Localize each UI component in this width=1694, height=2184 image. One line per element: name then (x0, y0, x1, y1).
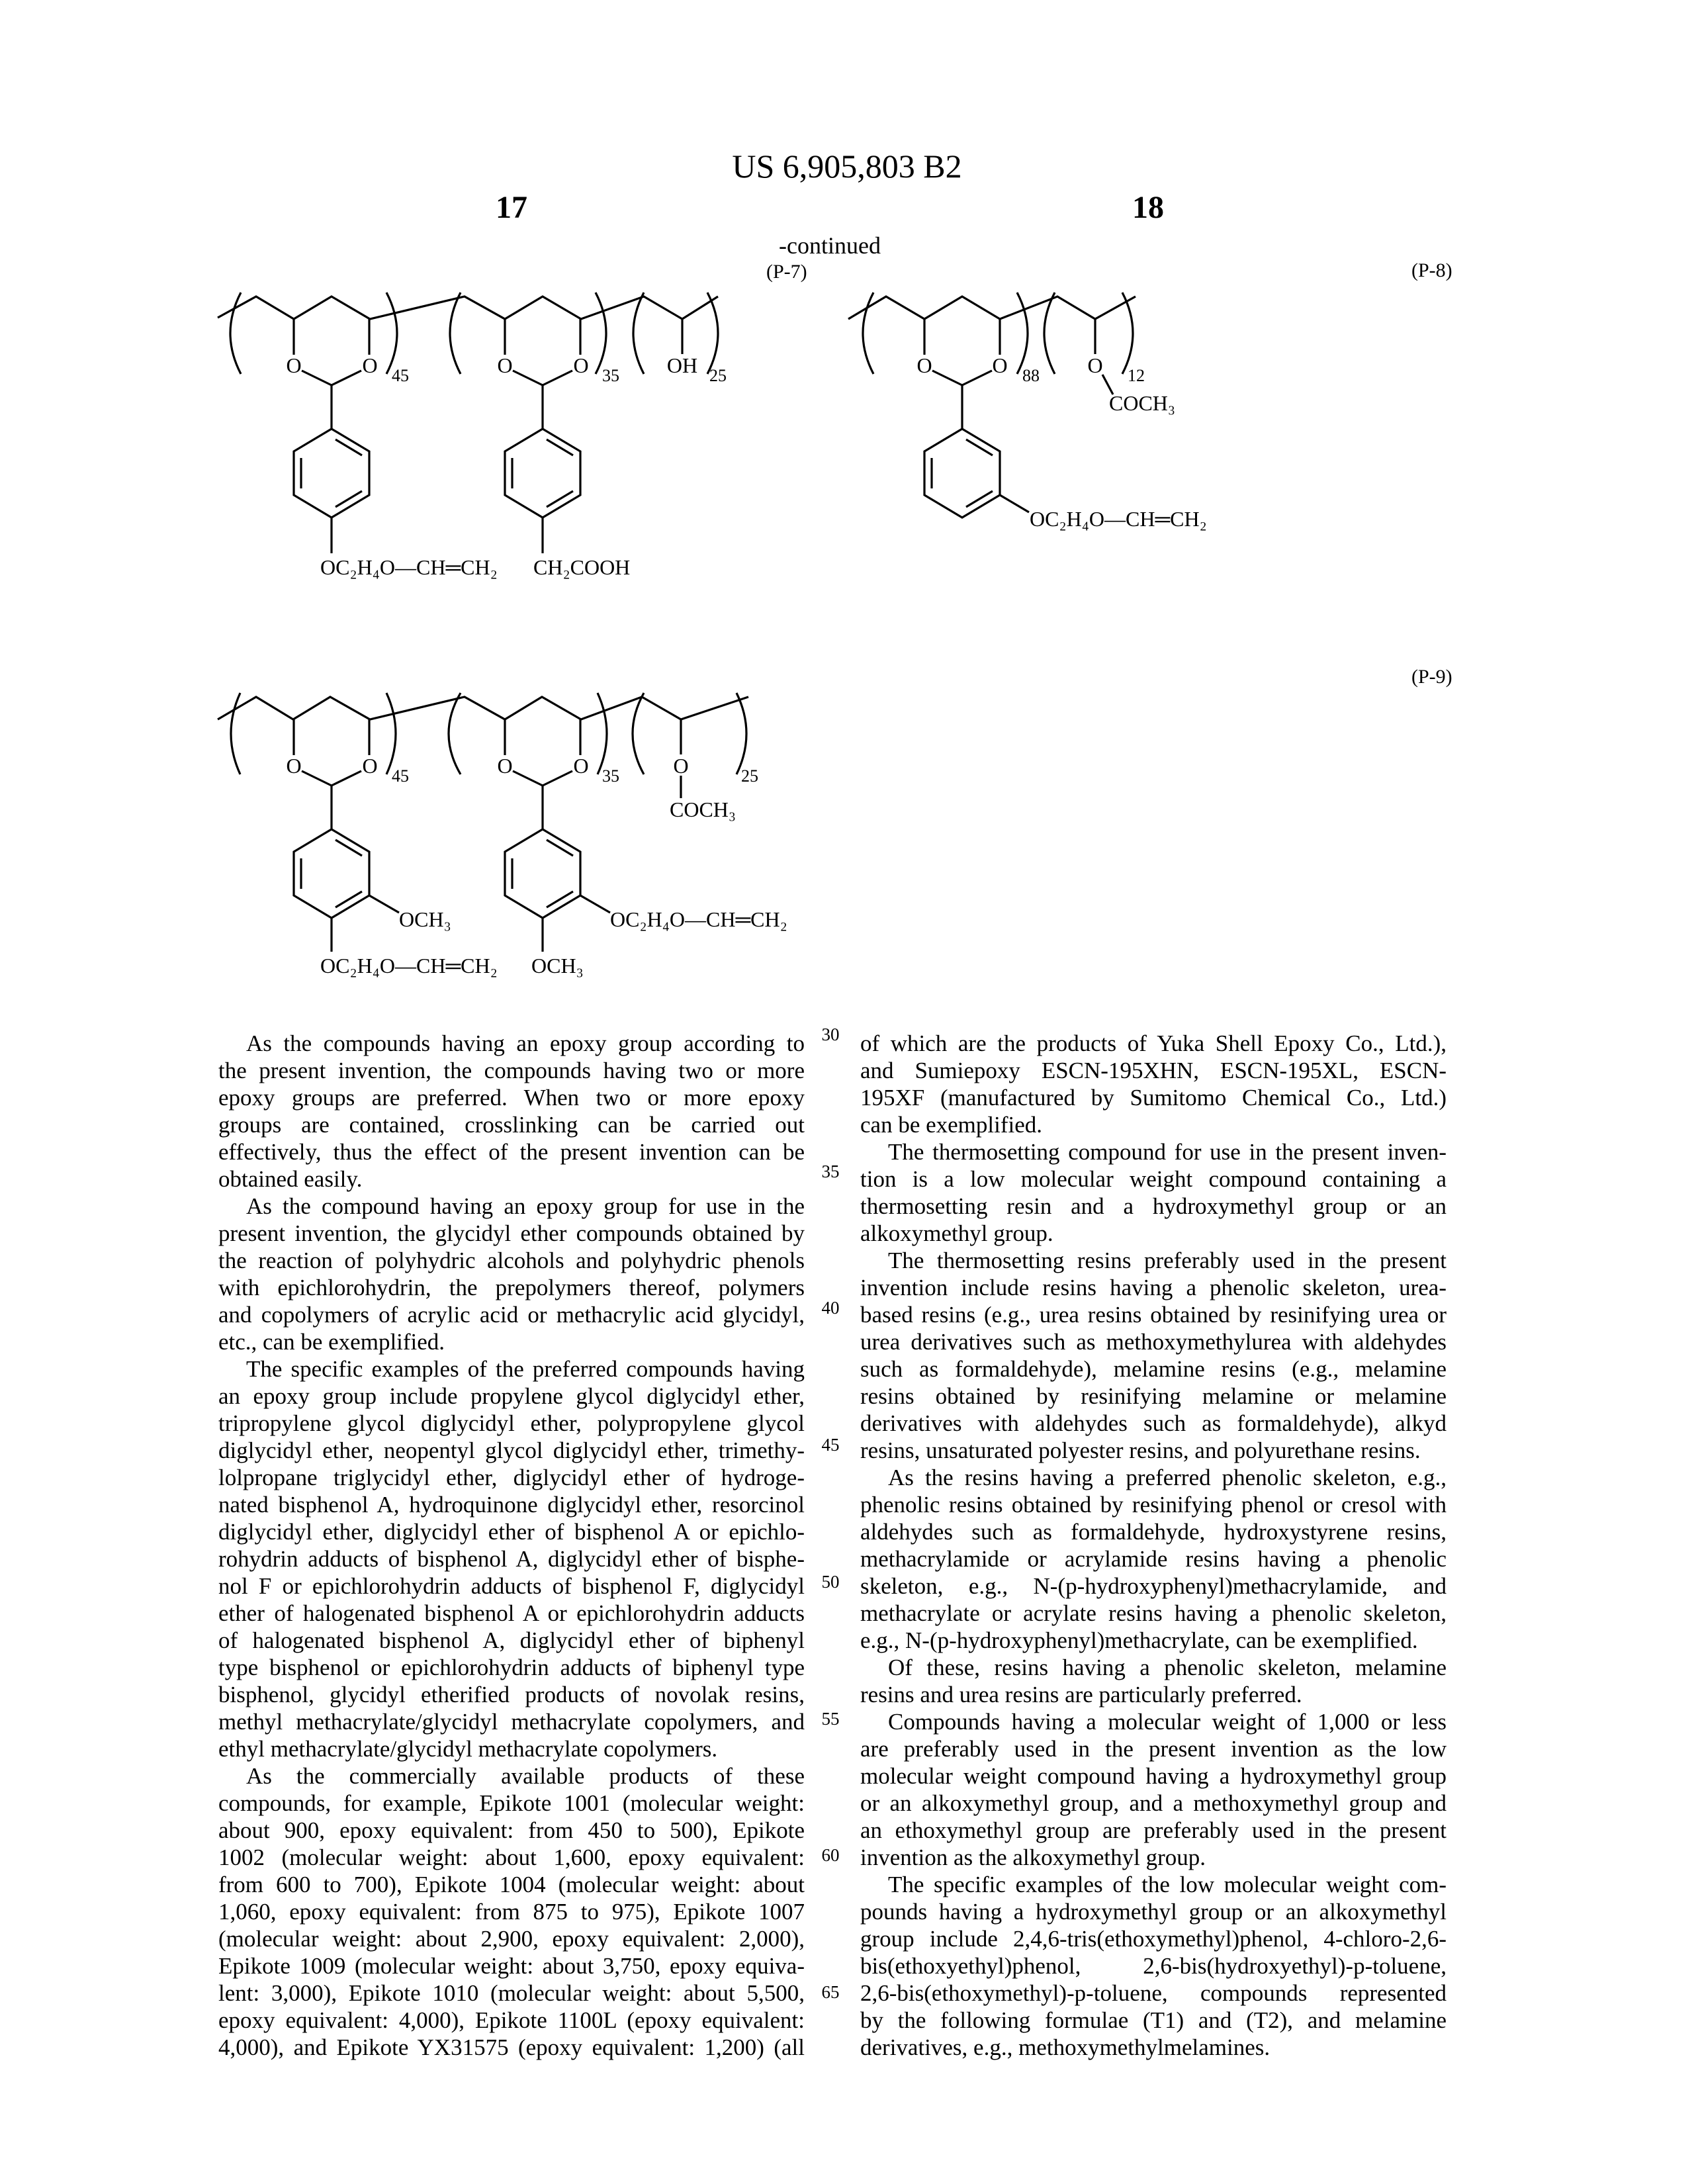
text-line: tion is a low molecular weight compound containing a (860, 1165, 1447, 1193)
text-line: are preferably used in the present invention as the low (860, 1735, 1447, 1762)
double-bond-line (335, 891, 362, 907)
text-line: invention as the alkoxymethyl group. (860, 1844, 1447, 1871)
benzene-ring (294, 429, 369, 518)
repeat-count: 25 (741, 766, 758, 786)
bond-line (513, 771, 543, 786)
text-line: and Sumiepoxy ESCN-195XHN, ESCN-195XL, ESCN- (860, 1057, 1447, 1084)
bond-line (302, 771, 332, 786)
repeat-count: 45 (392, 766, 409, 786)
text-line: the reaction of polyhydric alcohols and polyhydric phenols (218, 1247, 805, 1274)
bracket (386, 293, 397, 374)
text-line: rohydrin adducts of bisphenol A, diglycidyl ether of bisphe- (218, 1545, 805, 1572)
text-line: alkoxymethyl group. (860, 1220, 1447, 1247)
line-number: 65 (815, 1982, 846, 2003)
double-bond-line (547, 439, 573, 455)
bracket (736, 693, 746, 774)
repeat-count: 88 (1022, 366, 1040, 385)
text-line: and copolymers of acrylic acid or methacrylic acid glycidyl, (218, 1301, 805, 1328)
page-number-right: 18 (1108, 189, 1188, 226)
text-line: As the commercially available products of these (218, 1762, 805, 1790)
text-line: or an alkoxymethyl group, and a methoxymethyl group and (860, 1790, 1447, 1817)
text-line: nol F or epichlorohydrin adducts of bisphenol F, diglycidyl (218, 1572, 805, 1600)
bond-line (932, 371, 962, 385)
oxygen-atom: O (1087, 353, 1102, 377)
text-line: the present invention, the compounds having two or more (218, 1057, 805, 1084)
bond-line (543, 771, 572, 786)
text-line: derivatives, e.g., methoxymethylmelamines. (860, 2034, 1447, 2061)
bond-line (962, 371, 992, 385)
bracket (598, 693, 607, 774)
text-line: ether of halogenated bisphenol A or epichlorohydrin adducts (218, 1600, 805, 1627)
bond-line (543, 371, 572, 385)
bracket (1122, 293, 1133, 374)
bond-line (1000, 495, 1029, 512)
double-bond-line (335, 840, 362, 856)
text-line: skeleton, e.g., N-(p-hydroxyphenyl)methacrylamide, and (860, 1572, 1447, 1600)
text-line: can be exemplified. (860, 1111, 1447, 1138)
double-bond-line (547, 840, 573, 856)
benzene-ring (924, 429, 1000, 518)
bond-line (580, 895, 610, 913)
text-line: bis(ethoxyethyl)phenol, 2,6-bis(hydroxyethyl)-p-toluene, (860, 1952, 1447, 1979)
patent-number: US 6,905,803 B2 (0, 147, 1694, 185)
text-line: such as formaldehyde), melamine resins (e.g., melamine (860, 1355, 1447, 1383)
text-line: 1002 (molecular weight: about 1,600, epoxy equivalent: (218, 1844, 805, 1871)
text-line: The specific examples of the preferred compounds having (218, 1355, 805, 1383)
substituent-label: OC₂H₄O—CH═CH₂ (320, 555, 498, 579)
bracket (450, 293, 461, 374)
text-line: aldehydes such as formaldehyde, hydroxystyrene resins, (860, 1518, 1447, 1545)
bracket (707, 293, 718, 374)
bracket (596, 293, 606, 374)
formula-p9 (286, 666, 1452, 978)
text-line: lolpropane triglycidyl ether, diglycidyl ether of hydroge- (218, 1464, 805, 1491)
oxygen-atom: O (497, 353, 512, 377)
text-line: As the compound having an epoxy group for use in the (218, 1193, 805, 1220)
bond-line (1102, 375, 1113, 394)
backbone-chain (848, 296, 1136, 319)
oxygen-atom: O (573, 754, 588, 778)
bracket (633, 693, 644, 774)
text-line: epoxy equivalent: 4,000), Epikote 1100L (epoxy equivalent: (218, 2007, 805, 2034)
text-line: methyl methacrylate/glycidyl methacrylate copolymers, and (218, 1708, 805, 1735)
oxygen-atom: O (673, 754, 688, 778)
substituent-label: OC₂H₄O—CH═CH₂ (1030, 507, 1207, 531)
text-line: with epichlorohydrin, the prepolymers thereof, polymers (218, 1274, 805, 1301)
text-line: The thermosetting compound for use in the present inven- (860, 1138, 1447, 1165)
formula-id-p8: (P-8) (1411, 259, 1452, 281)
repeat-count: 35 (602, 766, 619, 786)
oxygen-atom: O (286, 754, 301, 778)
acetyl-label: COCH₃ (1109, 391, 1175, 415)
bracket (1017, 293, 1028, 374)
text-line: The thermosetting resins preferably used in the present (860, 1247, 1447, 1274)
double-bond-line (547, 491, 573, 507)
text-line: thermosetting resin and a hydroxymethyl group or an (860, 1193, 1447, 1220)
text-line: based resins (e.g., urea resins obtained by resinifying urea or (860, 1301, 1447, 1328)
text-line: epoxy groups are preferred. When two or more epoxy (218, 1084, 805, 1111)
line-number: 40 (815, 1298, 846, 1318)
formula-id-p7: (P-7) (766, 261, 807, 283)
text-line: about 900, epoxy equivalent: from 450 to 500), Epikote (218, 1817, 805, 1844)
text-line: present invention, the glycidyl ether compounds obtained by (218, 1220, 805, 1247)
formula-p7 (286, 261, 807, 579)
oxygen-atom: O (497, 754, 512, 778)
bracket (633, 293, 644, 374)
bond-line (332, 771, 361, 786)
line-number: 45 (815, 1435, 846, 1455)
text-line: bisphenol, glycidyl etherified products of novolak resins, (218, 1681, 805, 1708)
text-line: derivatives with aldehydes such as formaldehyde), alkyd (860, 1410, 1447, 1437)
text-line: Epikote 1009 (molecular weight: about 3,750, epoxy equiva- (218, 1952, 805, 1979)
bracket (231, 693, 240, 774)
benzene-ring (505, 829, 580, 918)
substituent-label: OC₂H₄O—CH═CH₂ (610, 907, 787, 931)
oxygen-atom: O (992, 353, 1007, 377)
line-number: 55 (815, 1709, 846, 1729)
left-text-column (218, 1030, 805, 2061)
text-line: Of these, resins having a phenolic skeleton, melamine (860, 1654, 1447, 1681)
repeat-count: 12 (1128, 366, 1145, 385)
benzene-ring (505, 429, 580, 518)
text-line: obtained easily. (218, 1165, 805, 1193)
bond-line (302, 371, 332, 385)
bracket (449, 693, 461, 774)
text-line: etc., can be exemplified. (218, 1328, 805, 1355)
double-bond-line (547, 891, 573, 907)
text-line: of halogenated bisphenol A, diglycidyl ether of biphenyl (218, 1627, 805, 1654)
substituent-label: OC₂H₄O—CH═CH₂ (320, 954, 498, 978)
text-line: 4,000), and Epikote YX31575 (epoxy equivalent: 1,200) (all (218, 2034, 805, 2061)
text-line: 195XF (manufactured by Sumitomo Chemical Co., Ltd.) (860, 1084, 1447, 1111)
oxygen-atom: O (916, 353, 932, 377)
continued-label: -continued (0, 232, 1660, 259)
right-text-column (860, 1030, 1447, 2061)
bond-line (369, 895, 399, 913)
text-line: e.g., N-(p-hydroxyphenyl)methacrylate, can be exemplified. (860, 1627, 1447, 1654)
double-bond-line (335, 439, 362, 455)
formula-p8 (916, 259, 1452, 531)
line-number: 60 (815, 1845, 846, 1866)
double-bond-line (966, 491, 993, 507)
text-line: As the resins having a preferred phenolic skeleton, e.g., (860, 1464, 1447, 1491)
text-line: molecular weight compound having a hydroxymethyl group (860, 1762, 1447, 1790)
text-line: type bisphenol or epichlorohydrin adducts of biphenyl type (218, 1654, 805, 1681)
line-number: 35 (815, 1161, 846, 1182)
line-number: 50 (815, 1572, 846, 1592)
text-line: resins, unsaturated polyester resins, and polyurethane resins. (860, 1437, 1447, 1464)
text-line: lent: 3,000), Epikote 1010 (molecular weight: about 5,500, (218, 1979, 805, 2007)
bond-line (332, 371, 361, 385)
text-line: diglycidyl ether, neopentyl glycol diglycidyl ether, trimethy- (218, 1437, 805, 1464)
text-line: resins and urea resins are particularly preferred. (860, 1681, 1447, 1708)
text-line: effectively, thus the effect of the present invention can be (218, 1138, 805, 1165)
text-line: 1,060, epoxy equivalent: from 875 to 975), Epikote 1007 (218, 1898, 805, 1925)
bond-line (513, 371, 543, 385)
text-line: group include 2,4,6-tris(ethoxymethyl)phenol, 4-chloro-2,6- (860, 1925, 1447, 1952)
substituent-label: CH₂COOH (533, 555, 630, 579)
text-line: diglycidyl ether, diglycidyl ether of bisphenol A or epichlo- (218, 1518, 805, 1545)
double-bond-line (335, 491, 362, 507)
text-line: by the following formulae (T1) and (T2), and melamine (860, 2007, 1447, 2034)
text-line: an ethoxymethyl group are preferably used in the present (860, 1817, 1447, 1844)
text-line: 2,6-bis(ethoxymethyl)-p-toluene, compounds represented (860, 1979, 1447, 2007)
backbone-chain (218, 697, 748, 719)
formula-id-p9: (P-9) (1411, 666, 1452, 688)
repeat-count: 35 (602, 366, 619, 385)
text-line: groups are contained, crosslinking can be carried out (218, 1111, 805, 1138)
substituent-label: OCH₃ (399, 907, 451, 931)
oxygen-atom: O (573, 353, 588, 377)
text-line: Compounds having a molecular weight of 1,000 or less (860, 1708, 1447, 1735)
text-line: from 600 to 700), Epikote 1004 (molecular weight: about (218, 1871, 805, 1898)
bond-lines (218, 293, 1136, 952)
text-line: compounds, for example, Epikote 1001 (molecular weight: (218, 1790, 805, 1817)
text-line: methacrylate or acrylate resins having a phenolic skeleton, (860, 1600, 1447, 1627)
bracket (1044, 293, 1055, 374)
repeat-count: 25 (709, 366, 727, 385)
substituent-label: OCH₃ (531, 954, 584, 978)
text-line: invention include resins having a phenolic skeleton, urea- (860, 1274, 1447, 1301)
line-number: 30 (815, 1024, 846, 1045)
text-line: phenolic resins obtained by resinifying phenol or cresol with (860, 1491, 1447, 1518)
bracket (386, 693, 396, 774)
text-line: urea derivatives such as methoxymethylurea with aldehydes (860, 1328, 1447, 1355)
acetyl-label: COCH₃ (670, 797, 736, 821)
oxygen-atom: O (362, 353, 377, 377)
text-line: tripropylene glycol diglycidyl ether, polypropylene glycol (218, 1410, 805, 1437)
text-line: (molecular weight: about 2,900, epoxy equivalent: 2,000), (218, 1925, 805, 1952)
text-line: an epoxy group include propylene glycol diglycidyl ether, (218, 1383, 805, 1410)
benzene-ring (294, 829, 369, 918)
oxygen-atom: O (362, 754, 377, 778)
text-line: nated bisphenol A, hydroquinone diglycidyl ether, resorcinol (218, 1491, 805, 1518)
text-line: ethyl methacrylate/glycidyl methacrylate copolymers. (218, 1735, 805, 1762)
repeat-count: 45 (392, 366, 409, 385)
text-line: resins obtained by resinifying melamine or melamine (860, 1383, 1447, 1410)
hydroxyl-group: OH (667, 353, 697, 377)
text-line: of which are the products of Yuka Shell Epoxy Co., Ltd.), (860, 1030, 1447, 1057)
backbone-chain (218, 296, 718, 319)
double-bond-line (966, 439, 993, 455)
text-line: The specific examples of the low molecular weight com- (860, 1871, 1447, 1898)
text-line: methacrylamide or acrylamide resins having a phenolic (860, 1545, 1447, 1572)
oxygen-atom: O (286, 353, 301, 377)
page-number-left: 17 (472, 189, 551, 226)
text-line: As the compounds having an epoxy group according to (218, 1030, 805, 1057)
text-line: pounds having a hydroxymethyl group or an alkoxymethyl (860, 1898, 1447, 1925)
